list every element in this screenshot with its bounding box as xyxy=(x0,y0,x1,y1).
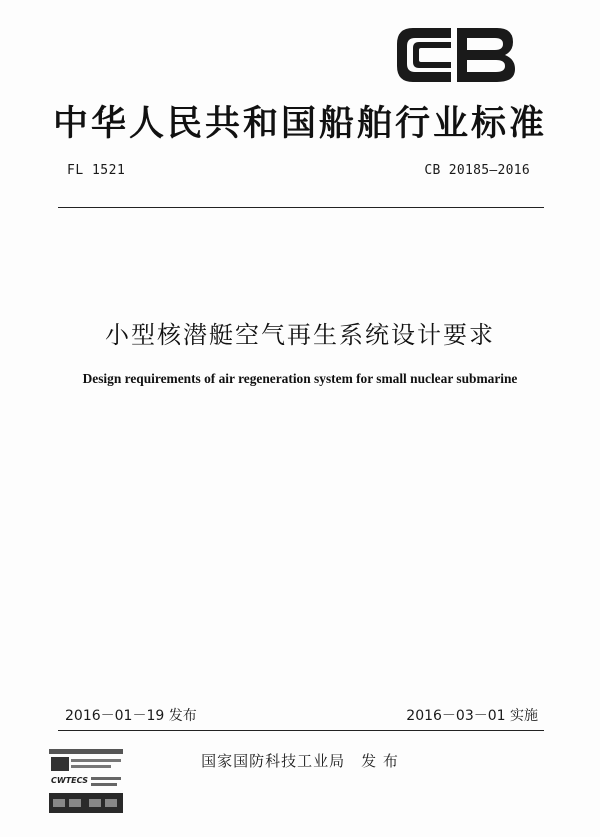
standard-category-title: 中华人民共和国船舶行业标准 xyxy=(52,104,547,144)
cb-logo-icon xyxy=(393,18,519,92)
release-date: 2016－01－19 发布 xyxy=(65,708,197,724)
anti-counterfeit-stamp-icon xyxy=(47,747,125,817)
document-title-cn: 小型核潜艇空气再生系统设计要求 xyxy=(105,321,495,349)
effective-date: 2016－03－01 实施 xyxy=(406,708,538,724)
footer-divider xyxy=(58,730,544,731)
stamp-brand: CWTECS xyxy=(51,776,88,785)
document-title-en: Design requirements of air regeneration system for small nuclear submarine xyxy=(82,371,518,386)
issuing-authority: 国家国防科技工业局 发 布 xyxy=(201,752,399,770)
standard-number: CB 20185—2016 xyxy=(424,163,530,178)
classification-code: FL 1521 xyxy=(67,163,126,178)
header-divider xyxy=(58,207,544,208)
